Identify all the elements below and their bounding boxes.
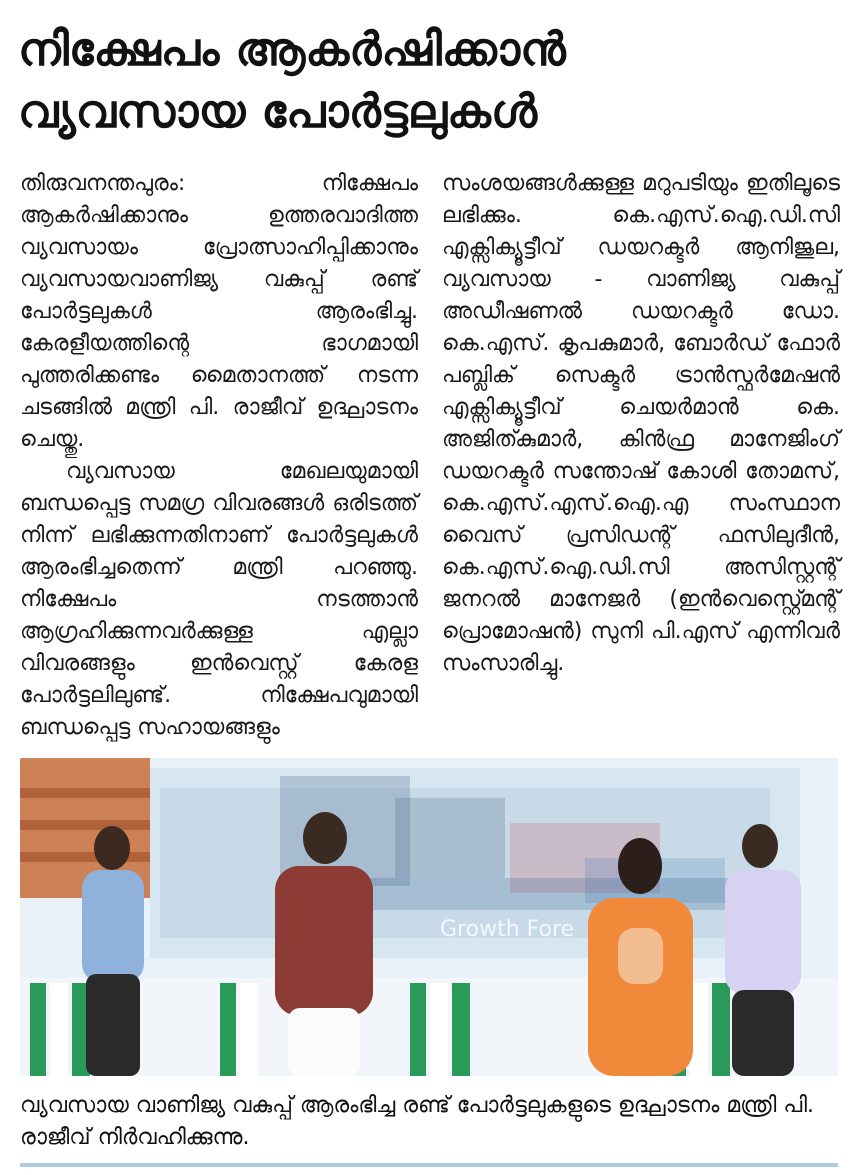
news-photo-illustration [20, 758, 838, 1076]
article-paragraph-1: തിരുവനന്തപുരം: നിക്ഷേപം ആകർഷിക്കാനും ഉത്തരവാദിത്ത വ്യവസായം പ്രോത്സാഹിപ്പിക്കാനും വ്യവസായവാണിജ്യ വകുപ്പ് രണ്ട് പോർട്ടലുകൾ ആരംഭിച്ചു. കേരളീയത്തിന്റെ ഭാഗമായി പുത്തരിക്കണ്ടം മൈതാനത്ത് നടന്ന ചടങ്ങിൽ മന്ത്രി പി. രാജീവ് ഉദ്ഘാടനം ചെയ്തു. [20, 171, 418, 452]
headline-line-2: വ്യവസായ പോർട്ടലുകൾ [18, 84, 538, 138]
headline [18, 18, 838, 142]
article-paragraph-3: സംശയങ്ങൾക്കുള്ള മറുപടിയും ഇതിലൂടെ ലഭിക്കും. കെ.എസ്.ഐ.ഡി.സി എക്സിക്യൂട്ടീവ് ഡയറക്ടർ ആനിജുല, വ്യവസായ - വാണിജ്യ വകുപ്പ് അഡീഷണൽ ഡയറക്ടർ ഡോ. കെ.എസ്. കൃപകുമാർ, ബോർഡ് ഫോർ പബ്ലിക് സെക്ടർ ട്രാൻസ്ഫർമേഷൻ എക്സിക്യൂട്ടീവ് ചെയർമാൻ കെ. അജിത്കുമാർ, കിൻഫ്ര മാനേജിംഗ് ഡയറക്ടർ സന്തോഷ് കോശി തോമസ്, കെ.എസ്.എസ്.ഐ.എ സംസ്ഥാന വൈസ് പ്രസിഡന്റ് ഫസിലുദീൻ, കെ.എസ്.ഐ.ഡി.സി അസിസ്റ്റന്റ് ജനറൽ മാനേജർ (ഇൻവെസ്റ്റ്മെന്റ് പ്രൊമോഷൻ) സുനി പി.എസ് എന്നിവർ സംസാരിച്ചു. [442, 171, 840, 676]
news-photo [20, 758, 838, 1076]
article-column-left [20, 168, 418, 753]
article-paragraph-2: വ്യവസായ മേഖലയുമായി ബന്ധപ്പെട്ട സമഗ്ര വിവരങ്ങൾ ഒരിടത്ത് നിന്ന് ലഭിക്കുന്നതിനാണ് പോർട്ടലുകൾ ആരംഭിച്ചതെന്ന് മന്ത്രി പറഞ്ഞു. നിക്ഷേപം നടത്താൻ ആഗ്രഹിക്കുന്നവർക്കുള്ള എല്ലാ വിവരങ്ങളും ഇൻവെസ്റ്റ് കേരള പോർട്ടലിലുണ്ട്. നിക്ഷേപവുമായി ബന്ധപ്പെട്ട സഹായങ്ങളും [20, 459, 418, 740]
article-body [20, 168, 840, 753]
bottom-rule [20, 1163, 838, 1167]
photo-caption: വ്യവസായ വാണിജ്യ വകുപ്പ് ആരംഭിച്ച രണ്ട് പോർട്ടലുകളുടെ ഉദ്ഘാടനം മന്ത്രി പി. രാജീവ് നിർവഹിക്കുന്നു. [20, 1093, 814, 1150]
headline-line-1: നിക്ഷേപം ആകർഷിക്കാൻ [18, 22, 566, 76]
article-column-right [442, 168, 840, 753]
banner-text: Growth Fore [440, 917, 575, 942]
